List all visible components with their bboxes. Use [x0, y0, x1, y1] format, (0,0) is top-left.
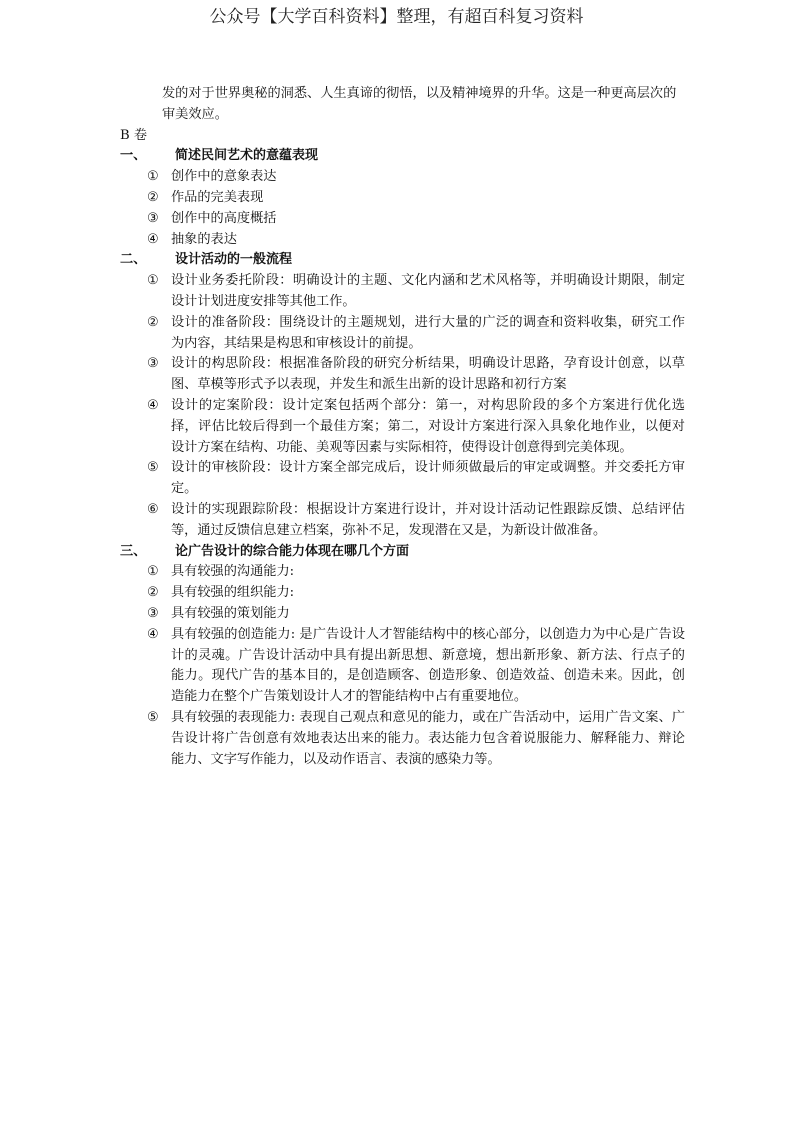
item-marker: ③ — [147, 356, 159, 372]
item-marker: ③ — [147, 605, 159, 621]
section-2-list — [120, 271, 685, 541]
item-marker: ① — [147, 564, 159, 580]
volume-label: B 卷 — [120, 127, 148, 143]
item-text: 设计的审核阶段：设计方案全部完成后，设计师须做最后的审定或调整。并交委托方审定。 — [171, 460, 685, 497]
section-3-list — [120, 562, 685, 770]
list-item — [147, 354, 685, 396]
item-text: 设计的定案阶段：设计定案包括两个部分：第一，对构思阶段的多个方案进行优化选择，评估比较后得到一个最佳方案；第二，对设计方案进行深入具象化地作业，以便对设计方案在结构、功能、美观等因素与实际相符，使得设计创意得到完美体现。 — [171, 397, 685, 455]
list-item — [147, 188, 685, 209]
list-item — [147, 313, 685, 355]
section-title: 简述民间艺术的意蕴表现 — [175, 148, 319, 164]
section-1-heading — [120, 146, 685, 167]
list-item — [147, 458, 685, 500]
list-item — [147, 625, 685, 708]
item-marker: ② — [147, 314, 159, 330]
section-number: 三、 — [120, 543, 147, 559]
item-marker: ④ — [147, 231, 159, 247]
item-text: 设计的构思阶段：根据准备阶段的研究分析结果，明确设计思路，孕育设计创意，以草图、草模等形式予以表现，并发生和派生出新的设计思路和初行方案 — [171, 356, 685, 393]
item-text: 具有较强的创造能力: 是广告设计人才智能结构中的核心部分，以创造力为中心是广告设计的灵魂。广告设计活动中具有提出新思想、新意境，想出新形象、新方法、行点子的能力。现代广告的基本目的，是创造顾客、创造形象、创造效益、创造未来。因此，创造能力在整个广告策划设计人才的智能结构中占有重要地位。 — [171, 626, 685, 705]
item-marker: ⑤ — [147, 460, 159, 476]
document-body — [120, 84, 685, 770]
item-text: 作品的完美表现 — [171, 189, 264, 205]
intro-paragraph: 发的对于世界奥秘的洞悉、人生真谛的彻悟，以及精神境界的升华。这是一种更高层次的审美效应。 — [162, 86, 677, 122]
section-title: 设计活动的一般流程 — [175, 252, 293, 268]
section-2-heading — [120, 250, 685, 271]
list-item — [147, 167, 685, 188]
list-item — [147, 708, 685, 770]
item-marker: ① — [147, 273, 159, 289]
item-text: 具有较强的沟通能力: — [171, 564, 295, 580]
list-item — [147, 230, 685, 251]
list-item — [147, 396, 685, 458]
item-text: 设计业务委托阶段：明确设计的主题、文化内涵和艺术风格等，并明确设计期限，制定设计计划进度安排等其他工作。 — [171, 273, 685, 309]
item-text: 设计的实现跟踪阶段：根据设计方案进行设计，并对设计活动记性跟踪反馈、总结评估等，通过反馈信息建立档案，弥补不足，发现潜在又是，为新设计做准备。 — [171, 501, 685, 538]
item-text: 具有较强的组织能力: — [171, 585, 295, 601]
section-1-list — [120, 167, 685, 250]
section-number: 二、 — [120, 252, 147, 268]
item-marker: ⑤ — [147, 709, 159, 725]
item-marker: ① — [147, 169, 159, 185]
section-3-heading — [120, 542, 685, 563]
page-header: 公众号【大学百科资料】整理，有超百科复习资料 — [209, 7, 584, 27]
item-text: 设计的准备阶段：围绕设计的主题规划，进行大量的广泛的调查和资料收集，研究工作为内容，其结果是构思和审核设计的前提。 — [171, 314, 685, 351]
list-item — [147, 562, 685, 583]
list-item — [147, 271, 685, 313]
section-number: 一、 — [120, 148, 147, 164]
section-title: 论广告设计的综合能力体现在哪几个方面 — [175, 543, 410, 559]
item-marker: ④ — [147, 626, 159, 642]
item-marker: ④ — [147, 397, 159, 413]
list-item — [147, 583, 685, 604]
item-marker: ③ — [147, 210, 159, 226]
list-item — [147, 604, 685, 625]
item-text: 创作中的高度概括 — [171, 210, 277, 226]
item-marker: ② — [147, 585, 159, 601]
item-marker: ② — [147, 189, 159, 205]
item-text: 具有较强的表现能力: 表现自己观点和意见的能力，或在广告活动中，运用广告文案、广告设计将广告创意有效地表达出来的能力。表达能力包含着说服能力、解释能力、辩论能力、文字写作能力，以及动作语言、表演的感染力等。 — [171, 709, 685, 767]
item-text: 具有较强的策划能力 — [171, 605, 290, 621]
item-text: 抽象的表达 — [171, 231, 237, 247]
list-item — [147, 209, 685, 230]
item-text: 创作中的意象表达 — [171, 169, 277, 185]
item-marker: ⑥ — [147, 501, 159, 517]
list-item — [147, 500, 685, 542]
